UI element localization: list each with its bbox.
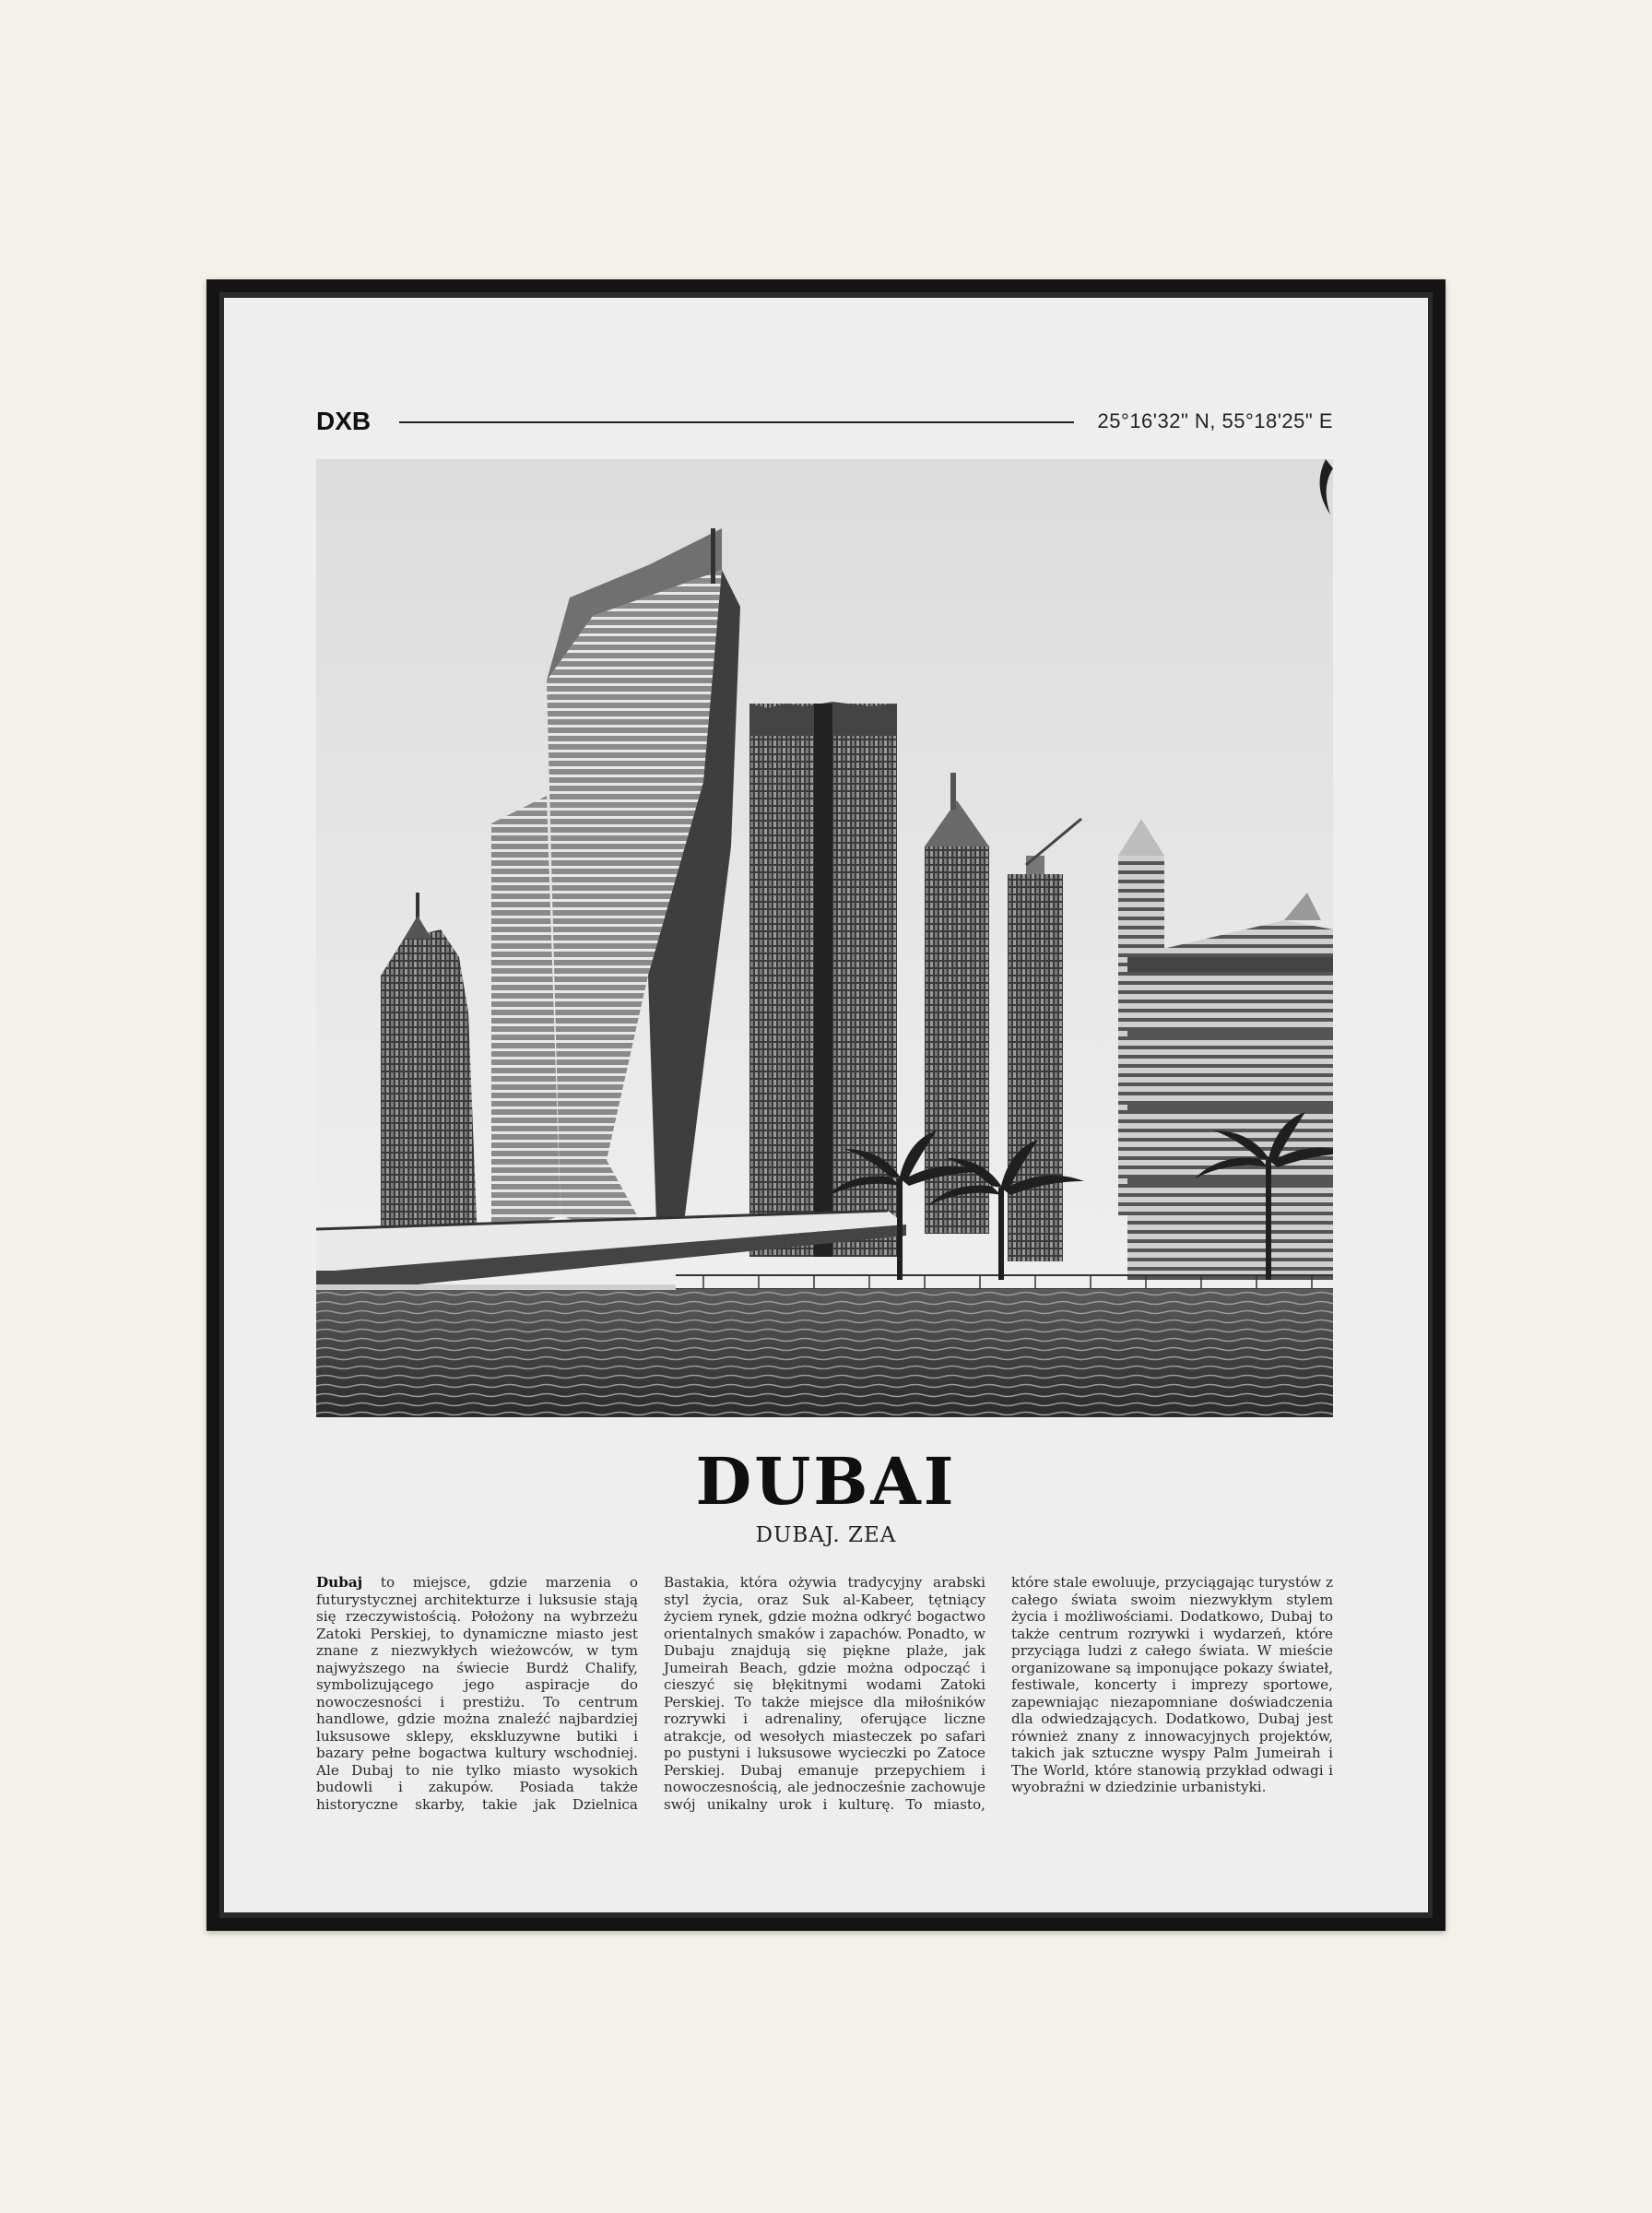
poster	[224, 298, 1428, 1912]
middle-tower	[749, 702, 897, 1257]
description-body: to miejsce, gdzie marzenia o futurystycznej architekturze i luksusie stają się rzeczywistością. Położony na wybrzeżu Zatoki Perskiej, to dynamiczne miasto jest znane z niezwykłych wieżowców, w tym najwyższego na świecie Burdż Chalify, symbolizującego jego aspiracje do nowoczesności i prestiżu. To centrum handlowe, gdzie można znaleźć najbardziej luksusowe sklepy, ekskluzywne butiki i bazary pełne bogactwa kultury wschodniej. Ale Dubaj to nie tylko miasto wysokich budowli i zakupów. Posiada także historyczne skarby, takie jak Dzielnica Bastakia, która ożywia tradycyjny arabski styl życia, oraz Suk al-Kabeer, tętniący życiem rynek, gdzie można odkryć bogactwo orientalnych smaków i zapachów. Ponadto, w Dubaju znajdują się piękne plaże, jak Jumeirah Beach, gdzie można odpocząć i cieszyć się błękitnymi wodami Zatoki Perskiej. To także miejsce dla miłośników rozrywki i adrenaliny, oferujące liczne atrakcje, od wesołych miasteczek po safari po pustyni i luksusowe wycieczki po Zatoce Perskiej. Dubaj emanuje przepychiem i nowoczesnością, ale jednocześnie zachowuje swój unikalny urok i kulturę. To miasto, które stale ewoluuje, przyciągając turystów z całego świata swoim niezwykłym stylem życia i możliwościami. Dodatkowo, Dubaj to także centrum rozrywki i wydarzeń, które przyciąga ludzi z całego świata. W mieście organizowane są imponujące pokazy świateł, festiwale, koncerty i imprezy sportowe, zapewniając niezapomniane doświadczenia dla odwiedzających. Dodatkowo, Dubaj jest również znany z innowacyjnych projektów, takich jak sztuczne wyspy Palm Jumeirah i The World, które stanowią przykład odwagi i wyobraźni w dziedzinie urbanistyki.	[316, 1574, 1333, 1813]
description-lead: Dubaj	[316, 1574, 363, 1591]
city-description	[316, 1574, 1333, 1823]
skyline-photo	[316, 459, 1333, 1417]
city-code: DXB	[316, 407, 372, 435]
header-divider	[399, 421, 1074, 423]
coordinates: 25°16'32" N, 55°18'25" E	[1097, 409, 1333, 432]
city-title: DUBAI	[695, 1443, 957, 1520]
right-building	[1127, 893, 1333, 1280]
city-subtitle: DUBAJ. ZEA	[755, 1523, 897, 1547]
poster-header	[316, 405, 1333, 438]
